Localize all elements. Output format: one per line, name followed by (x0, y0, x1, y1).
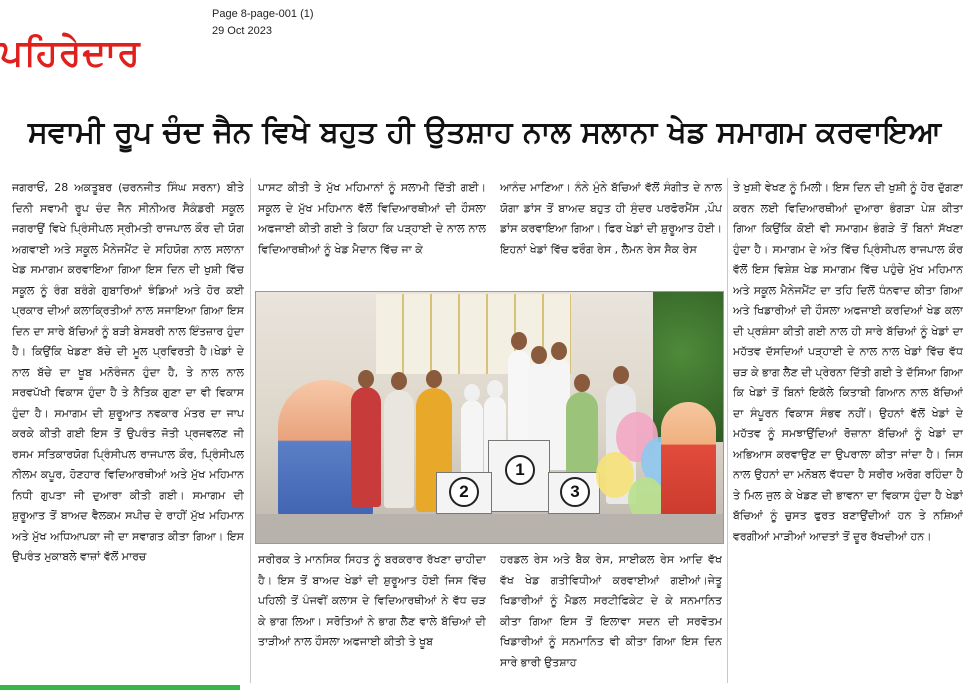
article-column-2-top (258, 178, 486, 278)
student-head (531, 346, 547, 364)
podium-first (488, 440, 550, 512)
guest-head (426, 370, 442, 388)
column-3-bottom-text: ਹਰਡਲ ਰੇਸ ਅਤੇ ਬੈਕ ਰੇਸ, ਸਾਈਕਲ ਰੇਸ ਆਦਿ ਵੱਖ ਵੱਖ ਖੇਡ ਗਤੀਵਿਧੀਆਂ ਕਰਵਾਈਆਂ ਗਈਆਂ।ਜੇਤੂ ਖਿਡਾਰੀਆਂ ਨੂੰ ਮੈਡਲ ਸਰਟੀਫਿਕੇਟ ਦੇ ਕੇ ਸਨਮਾਨਿਤ ਕੀਤਾ ਗਿਆ ਇਸ ਤੋਂ ਇਲਾਵਾ ਸਦਨ ਦੀ ਸਰਵੋਤਮ ਖਿਡਾਰੀਆਂ ਨੂੰ ਸਨਮਾਨਿਤ ਵੀ ਕੀਤਾ ਗਿਆ ਇਸ ਦਿਨ ਸਾਰੇ ਭਾਰੀ ਉਤਸ਼ਾਹ (500, 553, 722, 669)
cartoon-cutout-right (661, 402, 716, 522)
event-photo (255, 291, 724, 544)
teacher-head (574, 374, 590, 392)
column-1-text: ਜਗਰਾਓਂ, 28 ਅਕਤੂਬਰ (ਚਰਨਜੀਤ ਸਿੰਘ ਸਰਨਾ) ਬੀਤੇ ਦਿਨੀ ਸਵਾਮੀ ਰੂਪ ਚੰਦ ਜੈਨ ਸੀਨੀਅਰ ਸੈਕੰਡਰੀ ਸਕੂਲ ਜਗਰਾਉਂ ਵਿਖੇ ਪ੍ਰਿੰਸੀਪਲ ਸ੍ਰੀਮਤੀ ਰਾਜਪਾਲ ਕੌਰ ਦੀ ਯੋਗ ਅਗਵਾਈ ਅਤੇ ਸਕੂਲ ਮੈਨੇਜਮੈਂਟ ਦੇ ਸਹਿਯੋਗ ਨਾਲ ਸਲਾਨਾ ਖੇਡ ਸਮਾਗਮ ਕਰਵਾਇਆ ਗਿਆ ਇਸ ਦਿਨ ਦੀ ਖੁਸ਼ੀ ਵਿੱਚ ਸਕੂਲ ਨੂੰ ਰੰਗ ਬਰੰਗੇ ਗੁਬਾਰਿਆਂ ਝੰਡਿਆਂ ਅਤੇ ਹੋਰ ਕਈ ਪ੍ਰਕਾਰ ਦੀਆਂ ਕਲਾਕ੍ਰਿਤੀਆਂ ਨਾਲ ਸਜਾਇਆ ਗਿਆ ਇਸ ਦਿਨ ਦਾ ਸਾਰੇ ਬੱਚਿਆਂ ਨੂੰ ਬੜੀ ਬੇਸਬਰੀ ਨਾਲ ਇੰਤਜ਼ਾਰ ਹੁੰਦਾ ਹੈ। ਕਿਉਂਕਿ ਖੇਡਣਾ ਬੱਚੇ ਦੀ ਮੂਲ ਪ੍ਰਵਿਰਤੀ ਹੈ।ਖੇਡਾਂ ਦੇ ਨਾਲ ਬੱਚੇ ਦਾ ਖੂਬ ਮਨੋਰੰਜਨ ਹੁੰਦਾ ਹੈ, ਤੇ ਨਾਲ ਨਾਲ ਸਰਵਪੱਖੀ ਵਿਕਾਸ ਹੁੰਦਾ ਹੈ ਤੇ ਨੈਤਿਕ ਗੁਣਾ ਦਾ ਵੀ ਵਿਕਾਸ ਹੁੰਦਾ ਹੈ। ਸਮਾਗਮ ਦੀ ਸ਼ੁਰੂਆਤ ਨਵਕਾਰ ਮੰਤਰ ਦਾ ਜਾਪ ਕਰਕੇ ਕੀਤੀ ਗਈ ਇਸ ਤੋਂ ਉਪਰੰਤ ਜੋਤੀ ਪ੍ਰਜਵਲਣ ਜੀ ਰਸਮ ਸਤਿਕਾਰਯੋਗ ਪ੍ਰਿੰਸੀਪਲ ਰਾਜਪਾਲ ਕੌਰ, ਪ੍ਰਿੰਸੀਪਲ ਨੀਲਮ ਕਪੂਰ, ਹੋਣਹਾਰ ਵਿਦਿਆਰਥੀਆਂ ਅਤੇ ਮੁੱਖ ਮਹਿਮਾਨ ਨਿਧੀ ਗੁਪਤਾ ਜੀ ਦੁਆਰਾ ਕੀਤੀ ਗਈ। ਸਮਾਗਮ ਦੀ ਸ਼ੁਰੂਆਤ ਤੋਂ ਬਾਅਦ ਵੈਲਕਮ ਸਪੀਚ ਦੇ ਰਾਹੀਂ ਮੁੱਖ ਮਹਿਮਾਨ ਅਤੇ ਮੁੱਖ ਅਧਿਆਪਕਾ ਜੀ ਦਾ ਸਵਾਗਤ ਕੀਤਾ ਗਿਆ। ਇਸ ਉਪਰੰਤ ਮੁਕਾਬਲੇ ਵਾਜ਼ਾਂ ਵੱਲੋਂ ਮਾਰਚ (12, 181, 244, 563)
article-column-1 (12, 178, 244, 680)
teacher-figure (351, 387, 381, 507)
article-headline: ਸਵਾਮੀ ਰੂਪ ਚੰਦ ਜੈਨ ਵਿਖੇ ਬਹੁਤ ਹੀ ਉਤਸ਼ਾਹ ਨਾਲ ਸਲਾਨਾ ਖੇਡ ਸਮਾਗਮ ਕਰਵਾਇਆ (27, 115, 942, 150)
student-head (511, 332, 527, 350)
podium-number-third: 3 (560, 477, 590, 507)
page-reference: Page 8-page-001 (1) (212, 8, 314, 20)
column-3-top-text: ਆਨੰਦ ਮਾਣਿਆ। ਨੰਨੇ ਮੁੰਨੇ ਬੱਚਿਆਂ ਵੱਲੋਂ ਸੰਗੀਤ ਦੇ ਨਾਲ ਯੋਗਾ ਡਾਂਸ ਤੋਂ ਬਾਅਦ ਬਹੁਤ ਹੀ ਸੁੰਦਰ ਪਰਫੋਰਮੈਂਸ ,ਪੌਪ ਡਾਂਸ ਕਰਵਾਇਆ ਗਿਆ। ਫਿਰ ਖੇਡਾਂ ਦੀ ਸ਼ੁਰੂਆਤ ਹੋਈ। ਇਹਨਾਂ ਖੇਡਾਂ ਵਿੱਚ ਫਰੌਗ ਰੇਸ , ਲੈਮਨ ਰੇਸ ਸੈਕ ਰੇਸ (500, 181, 722, 256)
article-column-4 (733, 178, 963, 680)
student-figure (508, 350, 530, 446)
column-divider (250, 178, 251, 683)
article-column-3-top (500, 178, 722, 278)
teacher-head (613, 366, 629, 384)
podium-number-first: 1 (505, 455, 535, 485)
podium-number-second: 2 (449, 477, 479, 507)
publication-date: 29 Oct 2023 (212, 25, 272, 37)
ground-area (256, 514, 723, 543)
column-divider (727, 178, 728, 683)
student-head (487, 380, 503, 398)
podium-second (436, 472, 492, 514)
teacher-head (358, 370, 374, 388)
podium-third (548, 472, 600, 514)
teacher-head (391, 372, 407, 390)
page-info (212, 6, 314, 40)
column-2-top-text: ਪਾਸਟ ਕੀਤੀ ਤੇ ਮੁੱਖ ਮਹਿਮਾਨਾਂ ਨੂੰ ਸਲਾਮੀ ਦਿੱਤੀ ਗਈ। ਸਕੂਲ ਦੇ ਮੁੱਖ ਮਹਿਮਾਨ ਵੱਲੋਂ ਵਿਦਿਆਰਥੀਆਂ ਦੀ ਹੌਸਲਾ ਅਫਜਾਈ ਕੀਤੀ ਗਈ ਤੇ ਕਿਹਾ ਕਿ ਪੜ੍ਹਾਈ ਦੇ ਨਾਲ ਨਾਲ ਵਿਦਿਆਰਥੀਆਂ ਨੂੰ ਖੇਡ ਮੈਦਾਨ ਵਿੱਚ ਜਾ ਕੇ (258, 181, 486, 256)
footer-color-bar (0, 685, 240, 690)
article-column-2-bottom (258, 550, 486, 685)
masthead-logo: ਪਹਿਰੇਦਾਰ (0, 33, 141, 74)
teacher-figure (384, 390, 414, 508)
student-head (551, 342, 567, 360)
article-column-3-bottom (500, 550, 722, 685)
column-4-text: ਤੇ ਖੁਸ਼ੀ ਵੇਖਣ ਨੂੰ ਮਿਲੀ। ਇਸ ਦਿਨ ਦੀ ਖੁਸ਼ੀ ਨੂੰ ਹੋਰ ਦੁੱਗਣਾ ਕਰਨ ਲਈ ਵਿਦਿਆਰਥੀਆਂ ਦੁਆਰਾ ਭੰਗੜਾ ਪੇਸ਼ ਕੀਤਾ ਗਿਆ ਕਿਉਂਕਿ ਕੋਈ ਵੀ ਸਮਾਗਮ ਭੰਗੜੇ ਤੋਂ ਬਿਨਾਂ ਸੱਖਣਾ ਹੁੰਦਾ ਹੈ। ਸਮਾਗਮ ਦੇ ਅੰਤ ਵਿੱਚ ਪ੍ਰਿੰਸੀਪਲ ਰਾਜਪਾਲ ਕੌਰ ਵੱਲੋਂ ਇਸ ਵਿਸ਼ੇਸ਼ ਖੇਡ ਸਮਾਗਮ ਵਿੱਚ ਪਹੁੰਚੇ ਮੁੱਖ ਮਹਿਮਾਨ ਅਤੇ ਸਕੂਲ ਮੈਨੇਜਮੈਂਟ ਦਾ ਤਹਿ ਦਿਲੋਂ ਧੰਨਵਾਦ ਕੀਤਾ ਗਿਆ ਅਤੇ ਖਿਡਾਰੀਆਂ ਦੀ ਹੌਸਲਾ ਅਫਜਾਈ ਕਰਦਿਆਂ ਖੇਡ ਕਲਾ ਦੀ ਪ੍ਰਸ਼ੰਸਾ ਕੀਤੀ ਗਈ ਨਾਲ ਹੀ ਸਾਰੇ ਬੱਚਿਆਂ ਨੂੰ ਖੇਡਾਂ ਦਾ ਮਹੱਤਵ ਦੱਸਦਿਆਂ ਪੜ੍ਹਾਈ ਦੇ ਨਾਲ ਨਾਲ ਖੇਡਾਂ ਵਿੱਚ ਵੱਧ ਚੜ ਕੇ ਭਾਗ ਲੈਣ ਦੀ ਪ੍ਰੇਰਨਾ ਦਿੱਤੀ ਗਈ ਤੇ ਦੱਸਿਆ ਗਿਆ ਕਿ ਖੇਡਾਂ ਤੋਂ ਬਿਨਾਂ ਇਕੱਲੇ ਕਿਤਾਬੀ ਗਿਆਨ ਨਾਲ ਬੱਚਿਆਂ ਦਾ ਸੰਪੂਰਨ ਵਿਕਾਸ ਸੰਭਵ ਨਹੀਂ। ਉਹਨਾਂ ਵੱਲੋਂ ਖੇਡਾਂ ਦੇ ਮਹੱਤਵ ਨੂੰ ਸਮਝਾਉਂਦਿਆਂ ਰੋਜ਼ਾਨਾ ਬੱਚਿਆਂ ਨੂੰ ਖੇਡਾਂ ਦਾ ਅਭਿਆਸ ਕਰਵਾਉਣ ਦਾ ਉਪਰਾਲਾ ਕੀਤਾ ਜਾਂਦਾ ਹੈ। ਜਿਸ ਨਾਲ ਉਹਨਾਂ ਦਾ ਮਨੋਬਲ ਵੱਧਦਾ ਹੈ ਸਰੀਰ ਅਰੋਗ ਰਹਿੰਦਾ ਹੈ ਤੇ ਮਿਲ ਜੁਲ ਕੇ ਖੇਡਣ ਦੀ ਭਾਵਨਾ ਦਾ ਵਿਕਾਸ ਹੁੰਦਾ ਹੈ ਖੇਡਾਂ ਬੱਚਿਆਂ ਨੂੰ ਚੁਸਤ ਫੁਰਤ ਬਣਾਉਂਦੀਆਂ ਹਨ ਤੇ ਨਸ਼ਿਆਂ ਵਰਗੀਆਂ ਮਾੜੀਆਂ ਆਦਤਾਂ ਤੋਂ ਦੂਰ ਰੱਖਦੀਆਂ ਹਨ। (733, 181, 963, 543)
student-head (464, 384, 480, 402)
column-2-bottom-text: ਸਰੀਰਕ ਤੇ ਮਾਨਸਿਕ ਸਿਹਤ ਨੂੰ ਬਰਕਰਾਰ ਰੱਖਣਾ ਚਾਹੀਦਾ ਹੈ। ਇਸ ਤੋਂ ਬਾਅਦ ਖੇਡਾਂ ਦੀ ਸ਼ੁਰੂਆਤ ਹੋਈ ਜਿਸ ਵਿੱਚ ਪਹਿਲੀ ਤੋਂ ਪੰਜਵੀਂ ਕਲਾਸ ਦੇ ਵਿਦਿਆਰਥੀਆਂ ਨੇ ਵੱਧ ਚੜ ਕੇ ਭਾਗ ਲਿਆ। ਸਰੋਤਿਆਂ ਨੇ ਭਾਗ ਲੈਣ ਵਾਲੇ ਬੱਚਿਆਂ ਦੀ ਤਾੜੀਆਂ ਨਾਲ ਹੌਸਲਾ ਅਫਜਾਈ ਕੀਤੀ ਤੇ ਖੂਬ (258, 553, 486, 648)
